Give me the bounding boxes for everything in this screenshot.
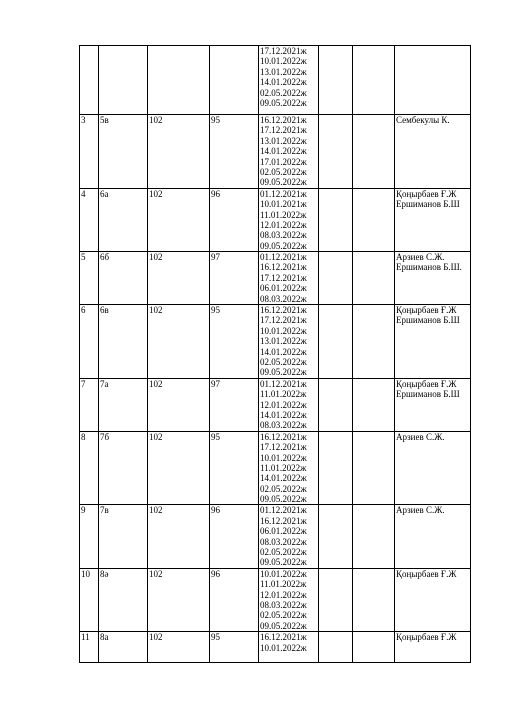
empty-cell bbox=[319, 378, 353, 431]
empty-cell bbox=[353, 378, 395, 431]
dates-cell bbox=[259, 46, 319, 115]
date-entry: 10.01.2022ж bbox=[260, 325, 307, 336]
table-body bbox=[80, 46, 471, 663]
teacher-name: Қоңырбаев Ғ.Ж bbox=[396, 568, 457, 579]
date-entry: 11.01.2022ж bbox=[260, 389, 307, 400]
date-entry: 16.12.2021ж bbox=[260, 115, 307, 125]
date-entry: 13.01.2022ж bbox=[260, 66, 307, 77]
date-entry: 01.12.2021ж bbox=[260, 252, 307, 263]
teacher-name: Арзиев С.Ж. bbox=[396, 505, 445, 516]
teachers-cell bbox=[395, 305, 471, 379]
empty-cell bbox=[319, 431, 353, 505]
date-entry: 09.05.2022ж bbox=[260, 177, 307, 188]
empty-cell bbox=[353, 505, 395, 568]
table-row bbox=[80, 431, 471, 505]
date-entry: 11.01.2022ж bbox=[260, 579, 307, 590]
teachers-cell bbox=[395, 378, 471, 431]
empty-cell bbox=[353, 305, 395, 379]
dates-cell bbox=[259, 505, 319, 568]
date-entry: 16.12.2021ж bbox=[260, 305, 307, 316]
value-cell: 97 bbox=[210, 378, 259, 431]
teachers-cell bbox=[395, 188, 471, 251]
empty-cell bbox=[353, 431, 395, 505]
date-entry: 09.05.2022ж bbox=[260, 97, 307, 108]
date-entry: 09.05.2022ж bbox=[260, 240, 307, 251]
date-entry: 14.01.2022ж bbox=[260, 77, 307, 88]
dates-cell bbox=[259, 305, 319, 379]
class-cell: 7б bbox=[99, 431, 148, 505]
empty-cell bbox=[319, 115, 353, 189]
date-entry: 06.01.2022ж bbox=[260, 283, 307, 294]
date-entry: 16.12.2021ж bbox=[260, 632, 307, 643]
table-row bbox=[80, 252, 471, 305]
value-cell: 102 bbox=[148, 568, 210, 631]
date-entry: 12.01.2022ж bbox=[260, 589, 307, 600]
table-row bbox=[80, 188, 471, 251]
date-entry: 09.05.2022ж bbox=[260, 367, 307, 378]
row-number-cell: 3 bbox=[80, 115, 99, 189]
empty-cell bbox=[353, 568, 395, 631]
empty-cell bbox=[319, 632, 353, 663]
teachers-cell bbox=[395, 46, 471, 115]
dates-cell bbox=[259, 632, 319, 663]
date-entry: 02.05.2022ж bbox=[260, 356, 307, 367]
teachers-cell bbox=[395, 505, 471, 568]
date-entry: 02.05.2022ж bbox=[260, 610, 307, 621]
value-cell: 97 bbox=[210, 252, 259, 305]
teacher-name: Арзиев С.Ж. bbox=[396, 431, 445, 442]
date-entry: 14.01.2022ж bbox=[260, 346, 307, 357]
date-entry: 17.12.2021ж bbox=[260, 442, 307, 453]
class-cell: 7а bbox=[99, 378, 148, 431]
date-entry: 01.12.2021ж bbox=[260, 188, 307, 199]
date-entry: 02.05.2022ж bbox=[260, 87, 307, 98]
date-entry: 17.12.2021ж bbox=[260, 125, 307, 136]
teacher-name: Ершиманов Б.Ш bbox=[396, 315, 460, 326]
dates-cell bbox=[259, 378, 319, 431]
date-entry: 17.12.2021ж bbox=[260, 272, 307, 283]
class-cell: 8ә bbox=[99, 568, 148, 631]
teacher-name: Арзиев С.Ж. bbox=[396, 252, 445, 263]
row-number-cell: 4 bbox=[80, 188, 99, 251]
date-entry: 14.01.2022ж bbox=[260, 409, 307, 420]
table-row bbox=[80, 378, 471, 431]
empty-cell bbox=[353, 188, 395, 251]
date-entry: 08.03.2022ж bbox=[260, 420, 307, 431]
date-entry: 12.01.2022ж bbox=[260, 219, 307, 230]
value-cell: 102 bbox=[148, 252, 210, 305]
teacher-name: Қоңырбаев Ғ.Ж bbox=[396, 632, 457, 643]
dates-cell bbox=[259, 188, 319, 251]
class-cell: 5в bbox=[99, 115, 148, 189]
date-entry: 13.01.2022ж bbox=[260, 135, 307, 146]
teacher-name: Қоңырбаев Ғ.Ж bbox=[396, 378, 457, 389]
teachers-cell bbox=[395, 252, 471, 305]
date-entry: 08.03.2022ж bbox=[260, 536, 307, 547]
date-entry: 08.03.2022ж bbox=[260, 599, 307, 610]
date-entry: 17.12.2021ж bbox=[260, 315, 307, 326]
date-entry: 13.01.2022ж bbox=[260, 336, 307, 347]
value-cell bbox=[148, 46, 210, 115]
empty-cell bbox=[353, 46, 395, 115]
date-entry: 14.01.2022ж bbox=[260, 473, 307, 484]
date-entry: 16.12.2021ж bbox=[260, 262, 307, 273]
class-cell: 6а bbox=[99, 188, 148, 251]
empty-cell bbox=[319, 505, 353, 568]
class-cell: 7в bbox=[99, 505, 148, 568]
table-row bbox=[80, 505, 471, 568]
value-cell: 102 bbox=[148, 188, 210, 251]
date-entry: 11.01.2022ж bbox=[260, 462, 307, 473]
table-row bbox=[80, 46, 471, 115]
date-entry: 01.12.2021ж bbox=[260, 378, 307, 389]
teacher-name: Ершиманов Б.Ш bbox=[396, 199, 460, 210]
value-cell: 95 bbox=[210, 115, 259, 189]
value-cell: 102 bbox=[148, 431, 210, 505]
table-row bbox=[80, 632, 471, 663]
value-cell: 95 bbox=[210, 632, 259, 663]
date-entry: 10.01.2022ж bbox=[260, 56, 307, 67]
row-number-cell: 11 bbox=[80, 632, 99, 663]
value-cell: 102 bbox=[148, 378, 210, 431]
value-cell: 95 bbox=[210, 431, 259, 505]
teachers-cell bbox=[395, 431, 471, 505]
table-row bbox=[80, 305, 471, 379]
date-entry: 08.03.2022ж bbox=[260, 293, 307, 304]
date-entry: 10.01.2022ж bbox=[260, 642, 307, 653]
table-row bbox=[80, 115, 471, 189]
row-number-cell: 6 bbox=[80, 305, 99, 379]
date-entry: 02.05.2022ж bbox=[260, 166, 307, 177]
row-number-cell bbox=[80, 46, 99, 115]
teacher-name: Сембекулы К. bbox=[396, 115, 450, 125]
empty-cell bbox=[319, 188, 353, 251]
teachers-cell bbox=[395, 115, 471, 189]
teacher-name: Қоңырбаев Ғ.Ж bbox=[396, 305, 457, 316]
date-entry: 11.01.2022ж bbox=[260, 209, 307, 220]
date-entry: 12.01.2022ж bbox=[260, 399, 307, 410]
date-entry: 09.05.2022ж bbox=[260, 557, 307, 568]
dates-cell bbox=[259, 252, 319, 305]
empty-cell bbox=[319, 46, 353, 115]
date-entry: 10.01.2022ж bbox=[260, 452, 307, 463]
date-entry: 02.05.2022ж bbox=[260, 483, 307, 494]
value-cell: 102 bbox=[148, 632, 210, 663]
empty-cell bbox=[319, 252, 353, 305]
date-entry: 17.12.2021ж bbox=[260, 46, 307, 56]
date-entry: 10.01.2022ж bbox=[260, 568, 307, 579]
value-cell: 96 bbox=[210, 505, 259, 568]
teachers-cell bbox=[395, 568, 471, 631]
teachers-cell bbox=[395, 632, 471, 663]
date-entry: 02.05.2022ж bbox=[260, 547, 307, 558]
table-row bbox=[80, 568, 471, 631]
class-cell: 8а bbox=[99, 632, 148, 663]
empty-cell bbox=[353, 115, 395, 189]
dates-cell bbox=[259, 431, 319, 505]
date-entry: 10.01.2021ж bbox=[260, 199, 307, 210]
row-number-cell: 10 bbox=[80, 568, 99, 631]
value-cell: 102 bbox=[148, 115, 210, 189]
empty-cell bbox=[353, 632, 395, 663]
date-entry: 16.12.2021ж bbox=[260, 431, 307, 442]
dates-cell bbox=[259, 115, 319, 189]
value-cell: 102 bbox=[148, 505, 210, 568]
row-number-cell: 5 bbox=[80, 252, 99, 305]
value-cell: 96 bbox=[210, 568, 259, 631]
teacher-name: Ершиманов Б.Ш bbox=[396, 389, 460, 400]
empty-cell bbox=[319, 305, 353, 379]
date-entry: 14.01.2022ж bbox=[260, 146, 307, 157]
row-number-cell: 8 bbox=[80, 431, 99, 505]
value-cell: 96 bbox=[210, 188, 259, 251]
date-entry: 09.05.2022ж bbox=[260, 494, 307, 505]
date-entry: 08.03.2022ж bbox=[260, 230, 307, 241]
teacher-name: Ершиманов Б.Ш. bbox=[396, 262, 462, 273]
empty-cell bbox=[353, 252, 395, 305]
date-entry: 09.05.2022ж bbox=[260, 620, 307, 631]
schedule-table bbox=[79, 45, 471, 663]
class-cell: 6в bbox=[99, 305, 148, 379]
value-cell: 95 bbox=[210, 305, 259, 379]
teacher-name: Қоңырбаев Ғ.Ж bbox=[396, 188, 457, 199]
class-cell: 6б bbox=[99, 252, 148, 305]
date-entry: 06.01.2022ж bbox=[260, 526, 307, 537]
date-entry: 17.01.2022ж bbox=[260, 156, 307, 167]
value-cell: 102 bbox=[148, 305, 210, 379]
date-entry: 16.12.2021ж bbox=[260, 515, 307, 526]
empty-cell bbox=[319, 568, 353, 631]
row-number-cell: 9 bbox=[80, 505, 99, 568]
row-number-cell: 7 bbox=[80, 378, 99, 431]
dates-cell bbox=[259, 568, 319, 631]
date-entry: 01.12.2021ж bbox=[260, 505, 307, 516]
value-cell bbox=[210, 46, 259, 115]
class-cell bbox=[99, 46, 148, 115]
